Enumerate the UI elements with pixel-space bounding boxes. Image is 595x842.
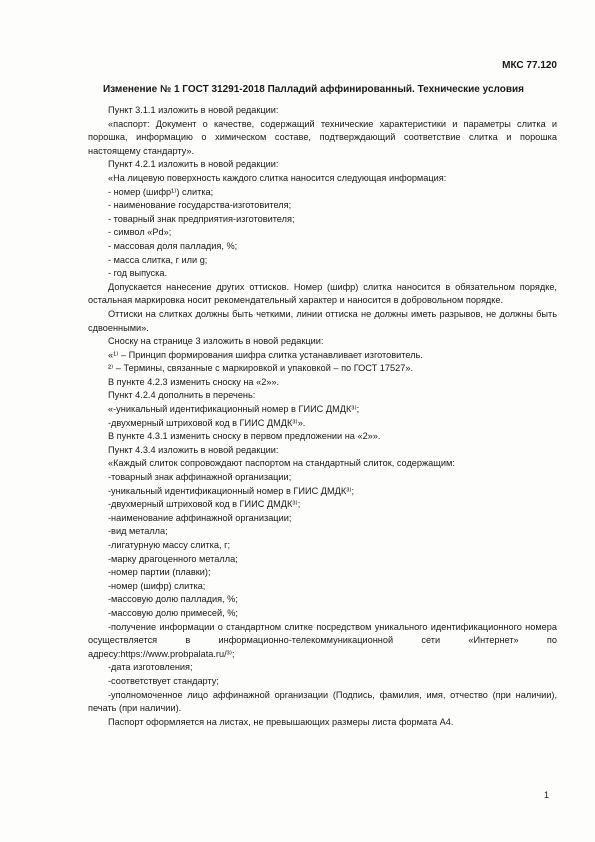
text-line: Пункт 3.1.1 изложить в новой редакции: <box>108 105 279 115</box>
page-number: 1 <box>543 790 549 800</box>
text-line: В пункте 4.2.3 изменить сноску на «2»». <box>108 376 280 387</box>
text-line: -наименование аффинажной организации; <box>108 512 292 523</box>
text-line: Пункт 4.2.1 изложить в новой редакции: <box>108 159 279 170</box>
text-line: -массовую долю палладия, %; <box>108 594 238 605</box>
text-line: «-уникальный идентификационный номер в ГИИС ДМДК³⁾; <box>108 404 360 415</box>
text-line: Сноску на странице 3 изложить в новой редакции: <box>108 336 324 347</box>
text-line: -марку драгоценного металла; <box>108 553 238 564</box>
text-line: -массовую долю примесей, %; <box>108 607 238 618</box>
text-line: -товарный знак аффинажной организации; <box>108 472 292 483</box>
text-line: «¹⁾ – Принцип формирования шифра слитка устанавливает изготовитель. <box>108 349 423 360</box>
text-line: «На лицевую поверхность каждого слитка наносится следующая информация: <box>108 172 447 183</box>
text-line: В пункте 4.3.1 изменить сноску в первом предложении на «2»». <box>108 431 381 442</box>
text-line: -номер (шифр) слитка; <box>108 580 206 591</box>
text-line: -соответствует стандарту; <box>108 675 219 686</box>
text-line: -дата изготовления; <box>108 662 193 673</box>
text-line: - год выпуска. <box>108 268 168 279</box>
text-line: -лигатурную массу слитка, г; <box>108 540 231 550</box>
text-line: Пункт 4.2.4 дополнить в перечень: <box>108 390 256 401</box>
text-line: -уполномоченное лицо аффинажной организации (Подпись, фамилия, имя, отчество (при наличии), печать (при наличии). <box>88 689 557 714</box>
text-line: - номер (шифр¹⁾) слитка; <box>108 186 214 197</box>
text-line: -получение информации о стандартном слитке посредством уникального идентификационного номера осуществляется в информационно-телекоммуникационной сети «Интернет» по адресу:https://www.probpalata.ru/³⁾; <box>88 621 557 659</box>
text-line: - наименование государства-изготовителя; <box>108 200 292 211</box>
text-line: - масса слитка, г или g; <box>108 254 208 265</box>
classification-code: МКС 77.120 <box>502 60 557 71</box>
text-line: - символ «Pd»; <box>108 227 172 238</box>
document-body <box>88 104 557 729</box>
text-line: «Каждый слиток сопровождают паспортом на стандартный слиток, содержащим: <box>108 458 455 469</box>
text-line: -двухмерный штриховой код в ГИИС ДМДК³⁾». <box>108 417 306 428</box>
document-title: Изменение № 1 ГОСТ 31291-2018 Палладий аффинированный. Технические условия <box>103 84 524 95</box>
text-line: «паспорт: Документ о качестве, содержащий технические характеристики и параметры слитка и порошка, информацию о химическом составе, подтверждающий соответствие слитка и порошка настоящему стандарту». <box>88 118 557 156</box>
text-line: - массовая доля палладия, %; <box>108 240 238 251</box>
text-line: - товарный знак предприятия-изготовителя; <box>108 213 295 224</box>
text-line: Паспорт оформляется на листах, не превышающих размеры листа формата А4. <box>108 716 454 727</box>
text-line: Пункт 4.3.4 изложить в новой редакции: <box>108 444 279 455</box>
text-line: Допускается нанесение других оттисков. Номер (шифр) слитка наносится в обязательном порядке, остальная маркировка носит рекомендательный характер и наносится в добровольном порядке. <box>88 281 557 306</box>
text-line: -номер партии (плавки); <box>108 567 211 578</box>
text-line: ²⁾ – Термины, связанные с маркировкой и упаковкой – по ГОСТ 17527». <box>108 363 414 374</box>
text-line: Оттиски на слитках должны быть четкими, линии оттиска не должны иметь разрывов, не должны быть сдвоенными». <box>88 308 557 333</box>
text-line: -уникальный идентификационный номер в ГИИС ДМДК³⁾; <box>108 485 355 496</box>
text-line: -вид металла; <box>108 526 168 537</box>
text-line: -двухмерный штриховой код в ГИИС ДМДК³⁾; <box>108 499 301 510</box>
